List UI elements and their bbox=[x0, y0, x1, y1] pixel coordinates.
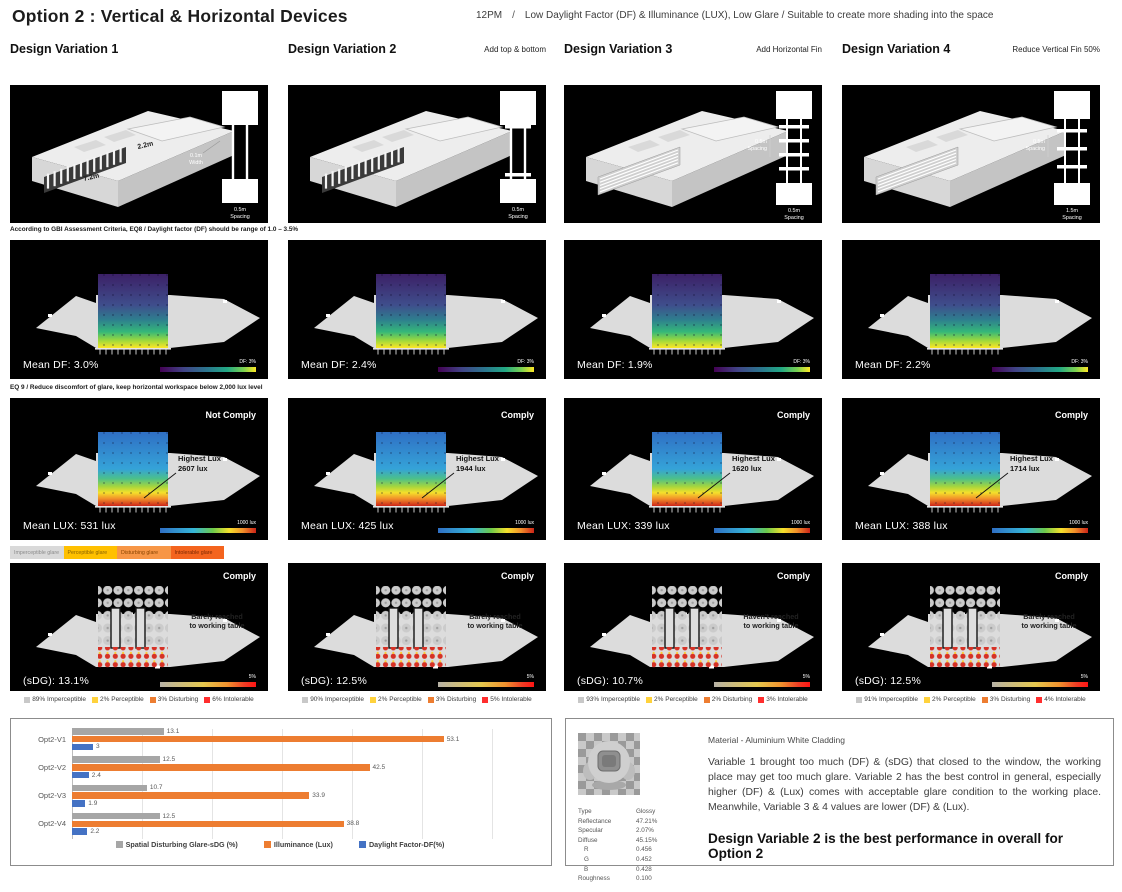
lux-panel-v1 bbox=[10, 398, 268, 540]
column-title-1: Design Variation 1 bbox=[10, 42, 119, 56]
chart-bar bbox=[72, 736, 444, 743]
fin-spacing-label: 0.5m bbox=[788, 208, 800, 214]
glare-note: Haven't reached bbox=[743, 612, 799, 621]
chart-value-label: 12.5 bbox=[162, 756, 176, 764]
chart-bar bbox=[72, 800, 85, 807]
glare-panel-v2 bbox=[288, 563, 546, 691]
building-render-graphic bbox=[586, 111, 788, 207]
mean-df-value: Mean DF: 1.9% bbox=[577, 359, 653, 371]
df-panel-v1 bbox=[10, 240, 268, 379]
fin-spacing-side-label: 0.5m bbox=[1033, 139, 1045, 145]
sdg-colorbar-label: 5% bbox=[526, 674, 534, 680]
df-panel-v3 bbox=[564, 240, 822, 379]
legend-swatch bbox=[856, 697, 862, 703]
glare-status: Comply bbox=[500, 571, 534, 581]
render-panel-v1 bbox=[10, 85, 268, 223]
chart-legend-item: Daylight Factor-DF(%) bbox=[359, 840, 444, 849]
chart-value-label: 53.1 bbox=[446, 735, 460, 743]
mean-df-value: Mean DF: 3.0% bbox=[23, 359, 99, 371]
chart-bar bbox=[72, 821, 344, 828]
legend-swatch bbox=[982, 697, 988, 703]
chart-bar bbox=[72, 728, 164, 735]
chart-value-label: 2.4 bbox=[91, 771, 101, 779]
sdg-colorbar-label: 5% bbox=[1080, 674, 1088, 680]
chart-category-group bbox=[11, 812, 549, 836]
chart-category-label: Opt2-V2 bbox=[38, 762, 66, 772]
lux-panel-v3 bbox=[564, 398, 822, 540]
fin-width-label: Width bbox=[189, 160, 203, 166]
chart-rows bbox=[11, 727, 549, 836]
lux-criteria-caption: EQ 9 / Reduce discomfort of glare, keep horizontal workspace below 2,000 lux level bbox=[10, 384, 263, 391]
property-value: 47.21% bbox=[636, 817, 658, 825]
chart-bar bbox=[72, 756, 160, 763]
glare-scale-disturbing: Disturbing glare bbox=[117, 546, 171, 559]
legend-swatch bbox=[24, 697, 30, 703]
column-title-3: Design Variation 3 bbox=[564, 42, 673, 56]
page-title: Option 2 : Vertical & Horizontal Devices bbox=[12, 6, 348, 26]
chart-value-label: 12.5 bbox=[162, 812, 176, 820]
chart-value-label: 13.1 bbox=[166, 727, 180, 735]
mean-df-value: Mean DF: 2.2% bbox=[855, 359, 931, 371]
property-name: Reflectance bbox=[578, 817, 612, 825]
chart-category-group bbox=[11, 755, 549, 779]
chart-value-label: 38.8 bbox=[346, 820, 360, 828]
lux-colorbar-label: 1000 lux bbox=[1069, 520, 1088, 526]
sdg-value: (sDG): 13.1% bbox=[23, 675, 89, 687]
fin-spacing-label: Spacing bbox=[508, 214, 528, 220]
chart-value-label: 42.5 bbox=[372, 763, 386, 771]
mean-lux-value: Mean LUX: 425 lux bbox=[301, 520, 394, 532]
summary-chart bbox=[10, 718, 552, 866]
property-name: Specular bbox=[578, 827, 603, 835]
glare-panel-v3 bbox=[564, 563, 822, 691]
glare-legend-v1: 89% Imperceptible 2% Perceptible 3% Disturbing 6% Intolerable bbox=[10, 696, 268, 703]
property-name: Diffuse bbox=[578, 836, 598, 844]
property-name: B bbox=[584, 865, 589, 873]
glare-note: to working table bbox=[1021, 621, 1077, 630]
property-name: R bbox=[584, 846, 589, 854]
legend-swatch bbox=[482, 697, 488, 703]
render-panel-v4 bbox=[842, 85, 1100, 223]
lux-status: Not Comply bbox=[205, 410, 256, 420]
legend-swatch bbox=[150, 697, 156, 703]
mean-lux-value: Mean LUX: 531 lux bbox=[23, 520, 116, 532]
property-value: Glossy bbox=[636, 808, 656, 815]
chart-bar bbox=[72, 828, 87, 835]
legend-swatch bbox=[704, 697, 710, 703]
glare-note: to working table bbox=[743, 621, 799, 630]
property-value: 0.452 bbox=[636, 855, 652, 863]
df-colorbar-label: DF: 3% bbox=[239, 359, 256, 365]
chart-legend-item: Illuminance (Lux) bbox=[264, 840, 333, 849]
glare-status: Comply bbox=[222, 571, 256, 581]
legend-swatch bbox=[428, 697, 434, 703]
column-title-2: Design Variation 2 bbox=[288, 42, 397, 56]
fin-spacing-side-label: Spacing bbox=[747, 146, 767, 152]
fin-spacing-label: 0.5m bbox=[512, 207, 524, 213]
property-name: G bbox=[584, 855, 589, 863]
property-value: 0.456 bbox=[636, 846, 652, 854]
chart-value-label: 33.9 bbox=[312, 792, 325, 800]
chart-value-label: 1.9 bbox=[88, 799, 98, 807]
lux-colorbar-label: 1000 lux bbox=[791, 520, 810, 526]
glare-legend-v3: 93% Imperceptible 2% Perceptible 2% Disturbing 3% Intolerable bbox=[564, 696, 822, 703]
column-note-4: Reduce Vertical Fin 50% bbox=[1012, 45, 1100, 54]
chart-bar bbox=[72, 764, 370, 771]
chart-bar bbox=[72, 785, 147, 792]
glare-panel-v4 bbox=[842, 563, 1100, 691]
property-value: 2.07% bbox=[636, 827, 654, 835]
property-name: Type bbox=[578, 808, 592, 815]
df-panel-v4 bbox=[842, 240, 1100, 379]
highest-lux-value: 1944 lux bbox=[456, 464, 486, 473]
chart-value-label: 3 bbox=[96, 743, 100, 751]
glare-status: Comply bbox=[1054, 571, 1088, 581]
mean-lux-value: Mean LUX: 339 lux bbox=[577, 520, 670, 532]
glare-panel-v1 bbox=[10, 563, 268, 691]
property-value: 45.15% bbox=[636, 836, 658, 844]
column-title-4: Design Variation 4 bbox=[842, 42, 951, 56]
material-preview-image bbox=[578, 733, 640, 795]
lux-colorbar-label: 1000 lux bbox=[237, 520, 256, 526]
fin-spacing-label: Spacing bbox=[784, 215, 804, 221]
highest-lux-label: Highest Lux bbox=[178, 454, 221, 463]
df-colorbar-label: DF: 3% bbox=[517, 359, 534, 365]
legend-swatch bbox=[302, 697, 308, 703]
mean-df-value: Mean DF: 2.4% bbox=[301, 359, 377, 371]
glare-note: Barely reached bbox=[1023, 612, 1075, 621]
legend-swatch bbox=[1036, 697, 1042, 703]
chart-legend-item: Spatial Disturbing Glare-sDG (%) bbox=[116, 840, 238, 849]
chart-category-label: Opt2-V1 bbox=[38, 734, 66, 744]
building-render-graphic bbox=[864, 111, 1066, 207]
df-colorbar-label: DF: 3% bbox=[793, 359, 810, 365]
dimension-label: 2.2m bbox=[136, 140, 155, 151]
sdg-value: (sDG): 10.7% bbox=[577, 675, 643, 687]
fin-spacing-label: Spacing bbox=[1062, 215, 1082, 221]
glare-note: to working table bbox=[189, 621, 245, 630]
fin-spacing-side-label: Spacing bbox=[1025, 146, 1045, 152]
column-note-3: Add Horizontal Fin bbox=[756, 45, 822, 54]
chart-category-group bbox=[11, 784, 549, 808]
df-criteria-caption: According to GBI Assessment Criteria, EQ8 / Daylight factor (DF) should be range of 1.0 – 3.5% bbox=[10, 226, 299, 233]
header-meta bbox=[476, 10, 1116, 21]
chart-value-label: 10.7 bbox=[149, 784, 163, 792]
highest-lux-value: 1620 lux bbox=[732, 464, 762, 473]
lux-panel-v4 bbox=[842, 398, 1100, 540]
material-panel bbox=[565, 718, 1114, 883]
df-colorbar-label: DF: 3% bbox=[1071, 359, 1088, 365]
tables-glare-graphic bbox=[98, 586, 168, 668]
highest-lux-label: Highest Lux bbox=[1010, 454, 1053, 463]
column-note-2: Add top & bottom bbox=[484, 45, 546, 54]
lux-status: Comply bbox=[1054, 410, 1088, 420]
material-properties-table bbox=[578, 808, 690, 882]
chart-value-label: 2.2 bbox=[90, 828, 100, 836]
analysis-paragraph: Variable 1 brought too much (DF) & (sDG) that closed to the window, the working place may get too much glare. Variable 2 has the best control in general, especially higher (DF) & (Lux) comes with acceptable glare condition to the working place. Meanwhile, Variable 3 & 4 values are lower (DF) & (Lux). bbox=[708, 757, 1101, 814]
chart-bar bbox=[72, 792, 309, 799]
legend-swatch bbox=[204, 697, 210, 703]
lux-colorbar-label: 1000 lux bbox=[515, 520, 534, 526]
property-value: 0.428 bbox=[636, 865, 652, 873]
property-value: 0.100 bbox=[636, 875, 652, 883]
glare-note: to working table bbox=[467, 621, 523, 630]
legend-swatch bbox=[92, 697, 98, 703]
sdg-value: (sDG): 12.5% bbox=[855, 675, 921, 687]
chart-bar bbox=[72, 813, 160, 820]
glare-note: Barely reached bbox=[469, 612, 521, 621]
glare-scale-perceptible: Perceptible glare bbox=[64, 546, 118, 559]
sdg-colorbar bbox=[160, 682, 256, 687]
chart-category-group bbox=[11, 727, 549, 751]
window-mullions-graphic bbox=[95, 348, 171, 355]
legend-swatch bbox=[924, 697, 930, 703]
time-label: 12PM bbox=[476, 10, 503, 21]
fin-spacing-label: 0.5m bbox=[234, 207, 246, 213]
fin-width-label: 0.1m bbox=[190, 153, 202, 159]
fin-spacing-label: Spacing bbox=[230, 214, 250, 220]
sdg-value: (sDG): 12.5% bbox=[301, 675, 367, 687]
chart-category-label: Opt2-V3 bbox=[38, 791, 66, 801]
lux-colorbar bbox=[160, 528, 256, 533]
legend-swatch bbox=[758, 697, 764, 703]
building-render-graphic bbox=[32, 111, 234, 207]
df-colorbar bbox=[160, 367, 256, 372]
sdg-colorbar-label: 5% bbox=[248, 674, 256, 680]
fin-spacing-side-label: 0.5m bbox=[755, 139, 767, 145]
highest-lux-value: 1714 lux bbox=[1010, 464, 1040, 473]
glare-legend-v4: 91% Imperceptible 2% Perceptible 3% Disturbing 4% Intolerable bbox=[842, 696, 1100, 703]
glare-scale-imperceptible: Imperceptible glare bbox=[10, 546, 64, 559]
highest-lux-label: Highest Lux bbox=[456, 454, 499, 463]
glare-status: Comply bbox=[776, 571, 810, 581]
chart-legend bbox=[11, 840, 549, 849]
legend-swatch bbox=[578, 697, 584, 703]
legend-swatch bbox=[646, 697, 652, 703]
lux-status: Comply bbox=[500, 410, 534, 420]
legend-swatch bbox=[370, 697, 376, 703]
sdg-colorbar-label: 5% bbox=[802, 674, 810, 680]
material-name: Material - Aluminium White Cladding bbox=[708, 735, 845, 745]
render-panel-v2 bbox=[288, 85, 546, 223]
building-render-graphic bbox=[310, 111, 512, 207]
conclusion-statement: Design Variable 2 is the best performance in overall for Option 2 bbox=[708, 831, 1064, 862]
highest-lux-value: 2607 lux bbox=[178, 464, 208, 473]
dimension-label: 7.2m bbox=[82, 172, 101, 183]
mean-lux-value: Mean LUX: 388 lux bbox=[855, 520, 948, 532]
header-subtitle: Low Daylight Factor (DF) & Illuminance (LUX), Low Glare / Suitable to create more shading into the space bbox=[524, 10, 994, 21]
lux-status: Comply bbox=[776, 410, 810, 420]
separator: / bbox=[512, 10, 515, 21]
glare-scale-intolerable: Intolerable glare bbox=[171, 546, 225, 559]
glare-scale-strip bbox=[10, 546, 224, 559]
render-panel-v3 bbox=[564, 85, 822, 223]
chart-category-label: Opt2-V4 bbox=[38, 819, 66, 829]
chart-bar bbox=[72, 744, 93, 751]
property-name: Roughness bbox=[578, 875, 610, 883]
df-panel-v2 bbox=[288, 240, 546, 379]
glare-note: Barely reached bbox=[191, 612, 243, 621]
fin-spacing-label: 1.5m bbox=[1066, 208, 1078, 214]
glare-legend-v2: 90% Imperceptible 2% Perceptible 3% Disturbing 5% Intolerable bbox=[288, 696, 546, 703]
chart-bar bbox=[72, 772, 89, 779]
highest-lux-label: Highest Lux bbox=[732, 454, 775, 463]
lux-panel-v2 bbox=[288, 398, 546, 540]
